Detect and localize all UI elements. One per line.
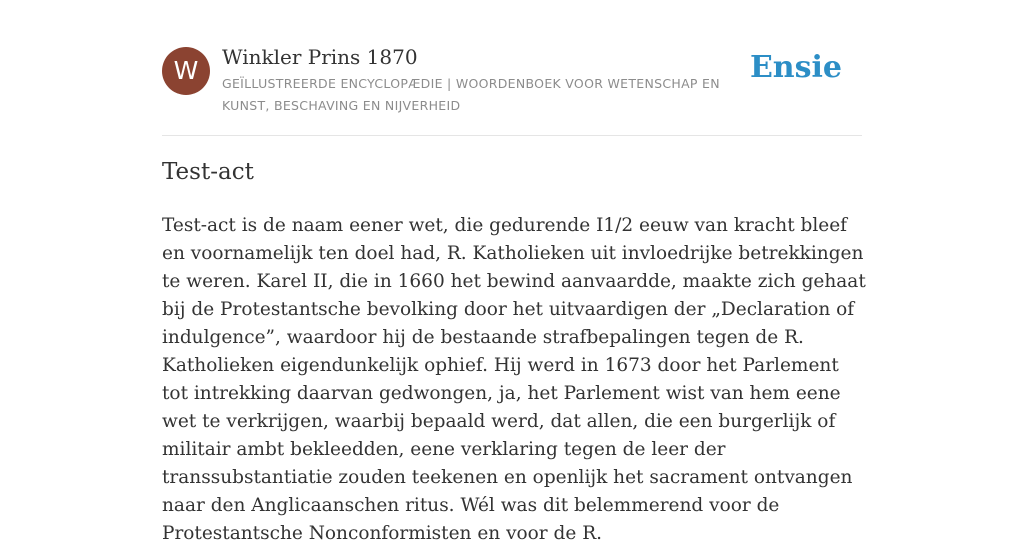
source-header — [162, 44, 862, 120]
divider — [162, 135, 862, 136]
ensie-logo[interactable]: Ensie — [749, 50, 842, 85]
source-title[interactable]: Winkler Prins 1870 — [222, 45, 418, 69]
article-body: Test-act is de naam eener wet, die gedurende I1/2 eeuw van kracht bleef en voornamelijk ten doel had, R. Katholieken uit invloedrijke betrekkingen te weren. Karel II, die in 1660 het bewind aanvaardde, maakte zich gehaat bij de Protestantsche bevolking door het uitvaardigen der „Declaration of indulgence”, waardoor hij de bestaande strafbepalingen tegen de R. Katholieken eigendunkelijk ophief. Hij werd in 1673 door het Parlement tot intrekking daarvan gedwongen, ja, het Parlement wist van hem eene wet te verkrijgen, waarbij bepaald werd, dat allen, die een burgerlijk of militair ambt bekleedden, eene verklaring tegen de leer der transsubstantiatie zouden teekenen en openlijk het sacrament ontvangen naar den Anglicaanschen ritus. Wél was dit belemmerend voor de Protestantsche Nonconformisten en voor de R. — [162, 215, 866, 544]
avatar[interactable]: W — [162, 47, 210, 95]
source-subtitle: GEÏLLUSTREERDE ENCYCLOPÆDIE | WOORDENBOEK VOOR WETENSCHAP EN KUNST, BESCHAVING EN NIJVERHEID — [222, 76, 720, 113]
article-title: Test-act — [162, 159, 254, 185]
